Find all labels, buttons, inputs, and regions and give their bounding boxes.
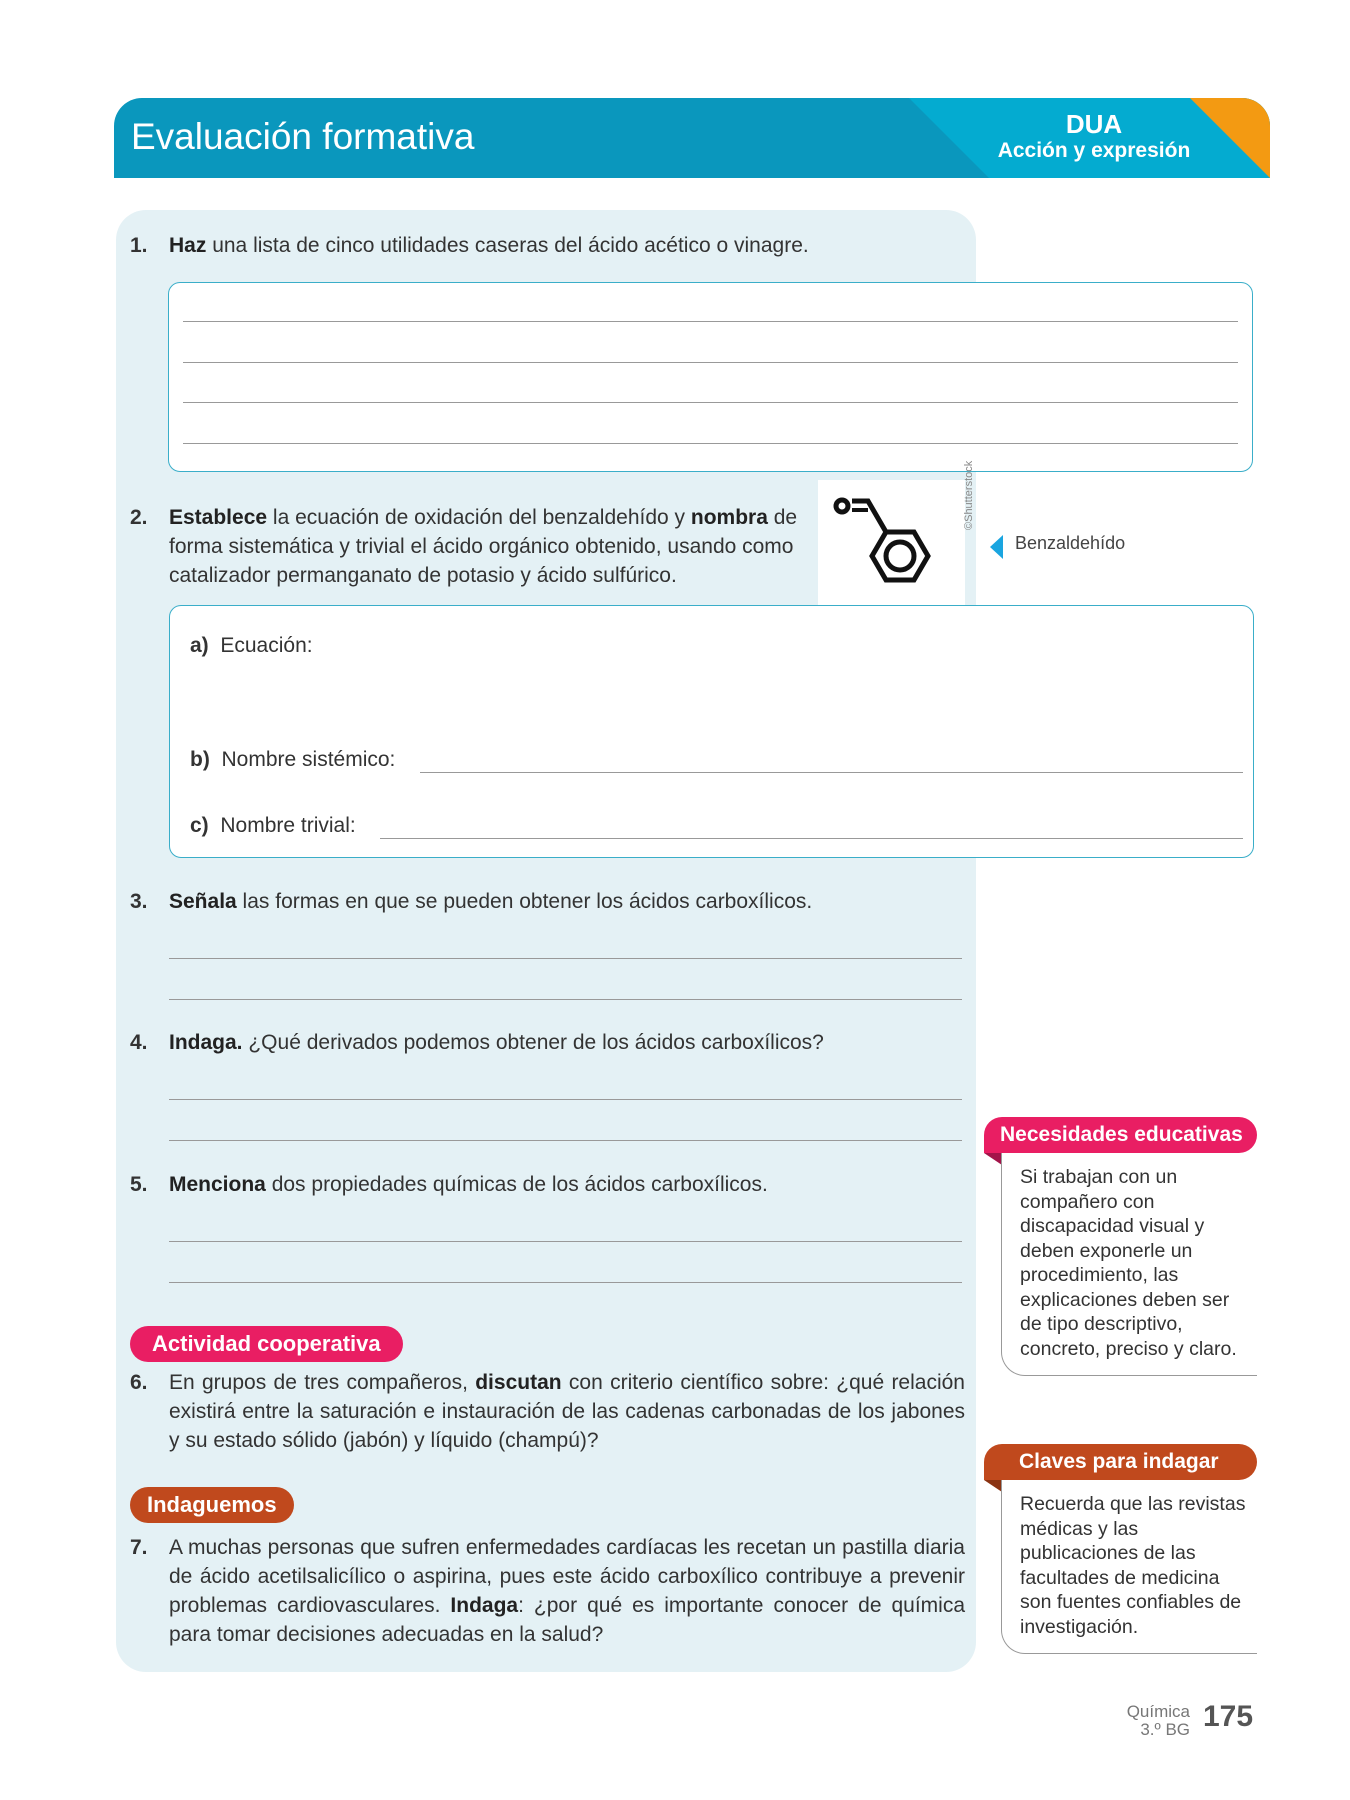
section-header bbox=[114, 98, 1270, 178]
page-number: 175 bbox=[1203, 1700, 1254, 1733]
question-number: 3. bbox=[130, 890, 148, 913]
question-text: dos propiedades químicas de los ácidos carboxílicos. bbox=[265, 1173, 768, 1196]
question-number: 7. bbox=[130, 1536, 148, 1559]
answer-line[interactable] bbox=[169, 1099, 962, 1100]
question-text: la ecuación de oxidación del benzaldehído y bbox=[267, 506, 691, 529]
image-caption: Benzaldehído bbox=[1015, 533, 1126, 553]
dua-subtitle: Acción y expresión bbox=[997, 139, 1191, 162]
answer-line[interactable] bbox=[169, 999, 962, 1000]
subject-name: Química bbox=[1126, 1702, 1190, 1721]
answer-box-2 bbox=[169, 605, 1254, 858]
note-text: Si trabajan con un compañero con discapacidad visual y deben exponerle un procedimiento, las explicaciones deben ser de tipo descriptivo, concreto, preciso y claro. bbox=[1001, 1153, 1257, 1376]
trivial-name-input[interactable] bbox=[380, 838, 1243, 839]
question-verb: nombra bbox=[690, 506, 768, 529]
image-credit: ©Shutterstock bbox=[963, 460, 975, 530]
grade-label: 3.º BG bbox=[1140, 1720, 1190, 1739]
equation-label: Ecuación: bbox=[220, 634, 313, 657]
question-number: 6. bbox=[130, 1371, 148, 1394]
question-4 bbox=[130, 1028, 970, 1057]
question-2 bbox=[130, 503, 810, 590]
indaguemos-badge: Indaguemos bbox=[130, 1487, 294, 1523]
question-1 bbox=[130, 231, 980, 260]
question-text: las formas en que se pueden obtener los ácidos carboxílicos. bbox=[236, 890, 813, 913]
answer-line bbox=[183, 443, 1238, 444]
dua-title: DUA bbox=[1065, 109, 1123, 139]
note-title: Claves para indagar bbox=[984, 1444, 1257, 1480]
question-7 bbox=[130, 1533, 965, 1649]
question-verb: Menciona bbox=[169, 1173, 266, 1196]
question-number: 1. bbox=[130, 234, 148, 257]
footer-subject bbox=[1080, 1703, 1190, 1739]
question-number: 4. bbox=[130, 1031, 148, 1054]
benzaldehyde-structure-image bbox=[818, 480, 965, 605]
item-label: c) bbox=[190, 814, 209, 837]
question-text: una lista de cinco utilidades caseras del ácido acético o vinagre. bbox=[206, 234, 809, 257]
trivial-name-label: Nombre trivial: bbox=[220, 814, 356, 837]
question-verb: Haz bbox=[169, 234, 207, 257]
systematic-name-input[interactable] bbox=[420, 772, 1243, 773]
question-verb: Señala bbox=[169, 890, 237, 913]
question-text: A muchas personas que sufren enfermedades cardíacas les recetan un pastilla diaria de ácido acetilsalicílico o aspirina, pues este ácido carboxílico contribuye a prevenir problemas cardiovasculares. bbox=[169, 1536, 965, 1617]
answer-box-1[interactable] bbox=[168, 282, 1253, 472]
question-text: ¿Qué derivados podemos obtener de los ácidos carboxílicos? bbox=[242, 1031, 824, 1054]
systematic-name-label: Nombre sistémico: bbox=[221, 748, 396, 771]
item-label: a) bbox=[190, 634, 209, 657]
answer-line[interactable] bbox=[169, 1140, 962, 1141]
question-verb: Establece bbox=[169, 506, 268, 529]
answer-line[interactable] bbox=[169, 958, 962, 959]
question-3 bbox=[130, 887, 970, 916]
question-number: 2. bbox=[130, 506, 148, 529]
answer-line bbox=[183, 402, 1238, 403]
question-5 bbox=[130, 1170, 970, 1199]
fold-decoration bbox=[984, 1480, 1002, 1492]
question-text: con criterio científico sobre: ¿qué relación existirá entre la saturación e instauración de las cadenas carbonadas de los jabones y su estado sólido (jabón) y líquido (champú)? bbox=[169, 1371, 965, 1452]
answer-line[interactable] bbox=[169, 1282, 962, 1283]
answer-line bbox=[183, 362, 1238, 363]
dua-label bbox=[984, 110, 1204, 164]
item-label: b) bbox=[190, 748, 210, 771]
question-number: 5. bbox=[130, 1173, 148, 1196]
pointer-arrow-icon bbox=[990, 535, 1003, 559]
question-text: : ¿por qué es importante conocer de química para tomar decisiones adecuadas en la salud? bbox=[169, 1594, 966, 1646]
answer-line bbox=[183, 321, 1238, 322]
note-title: Necesidades educativas bbox=[984, 1117, 1257, 1153]
note-text: Recuerda que las revistas médicas y las publicaciones de las facultades de medicina son fuentes confiables de investigación. bbox=[1001, 1480, 1257, 1654]
question-text: de forma sistemática y trivial el ácido orgánico obtenido, usando como catalizador permanganato de potasio y ácido sulfúrico. bbox=[169, 506, 798, 587]
question-verb: Indaga. bbox=[169, 1031, 243, 1054]
question-text: En grupos de tres compañeros, bbox=[169, 1371, 476, 1394]
fold-decoration bbox=[984, 1153, 1002, 1165]
question-6 bbox=[130, 1368, 965, 1455]
cooperative-activity-badge: Actividad cooperativa bbox=[130, 1326, 403, 1362]
page-title: Evaluación formativa bbox=[131, 116, 475, 157]
question-verb: Indaga bbox=[450, 1594, 519, 1617]
answer-line[interactable] bbox=[169, 1241, 962, 1242]
question-verb: discutan bbox=[475, 1371, 562, 1394]
